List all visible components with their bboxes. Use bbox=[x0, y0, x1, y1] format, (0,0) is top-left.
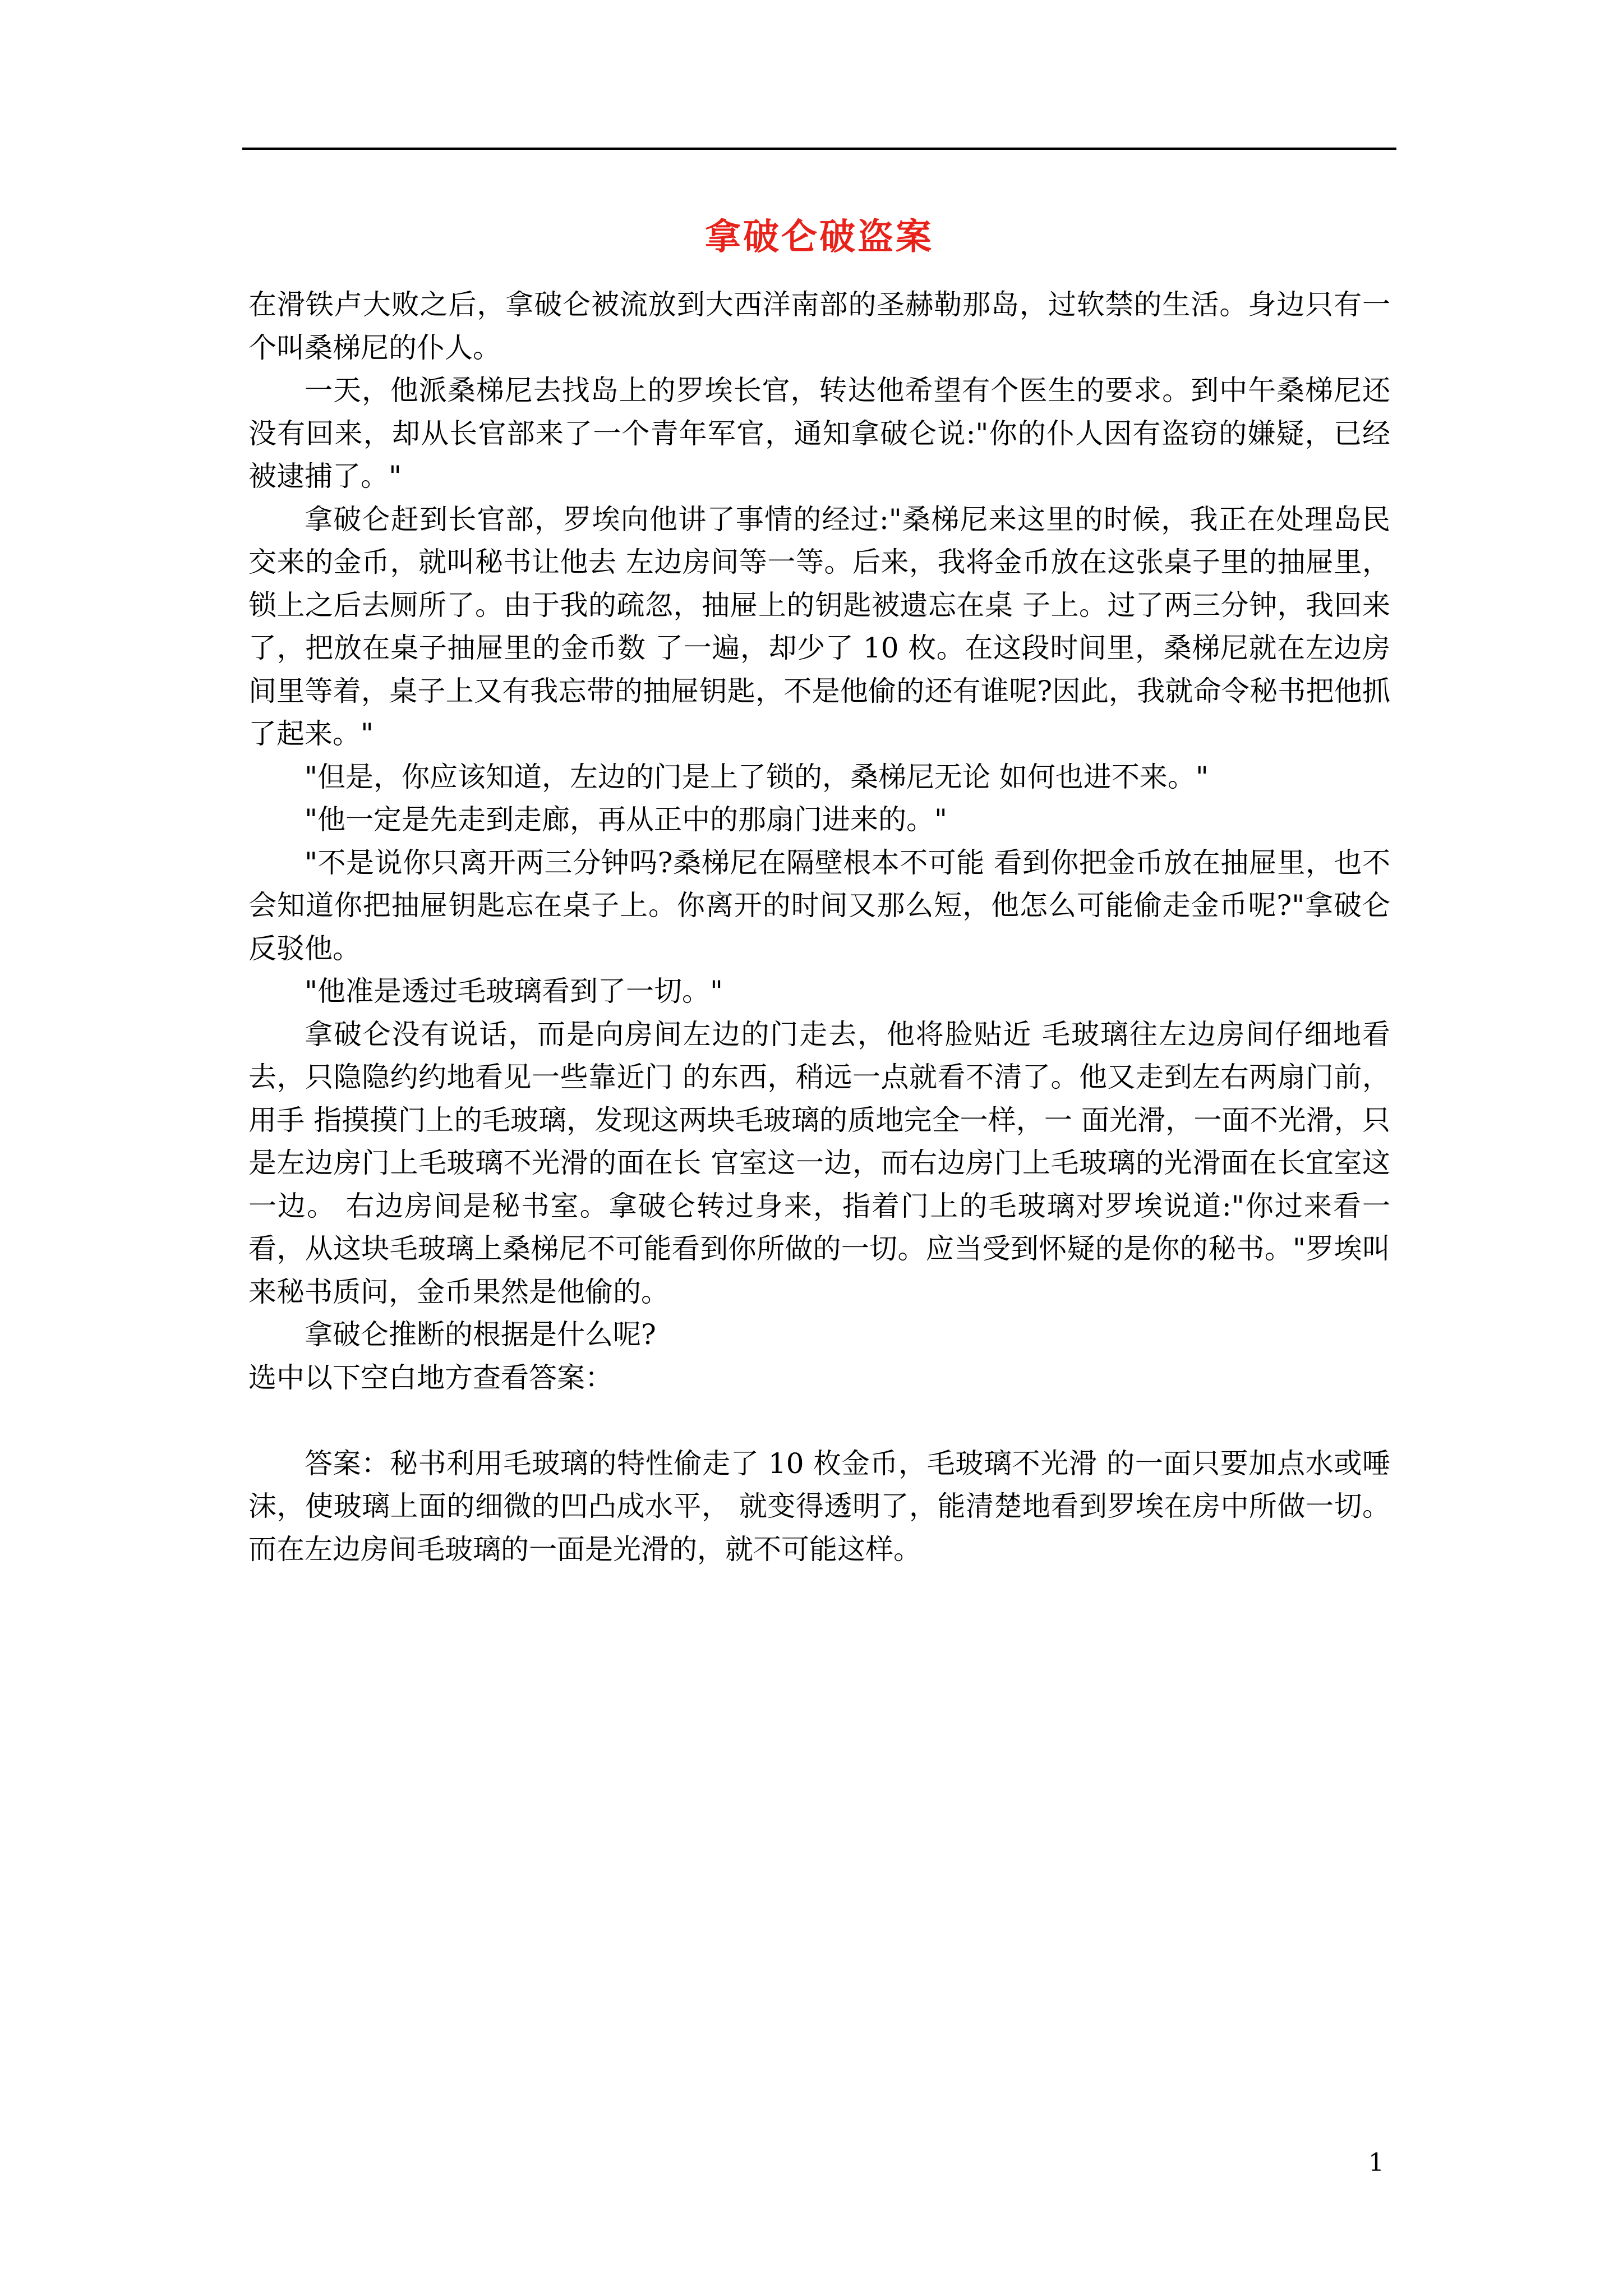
paragraph-1: 在滑铁卢大败之后，拿破仑被流放到大西洋南部的圣赫勒那岛，过软禁的生活。身边只有一个叫桑梯尼的仆人。 bbox=[248, 288, 1390, 364]
header-rule bbox=[242, 148, 1396, 150]
page-number: 1 bbox=[1368, 2148, 1384, 2177]
paragraph-10: 选中以下空白地方查看答案： bbox=[248, 1361, 613, 1394]
blank-answer-area[interactable] bbox=[248, 1399, 1390, 1442]
paragraph-2: 一天，他派桑梯尼去找岛上的罗埃长官，转达他希望有个医生的要求。到中午桑梯尼还没有回来，却从长官部来了一个青年军官，通知拿破仑说:"你的仆人因有盗窃的嫌疑，已经被逮捕了。" bbox=[248, 374, 1390, 493]
paragraph-9: 拿破仑推断的根据是什么呢? bbox=[305, 1318, 656, 1351]
paragraph-5: "他一定是先走到走廊，再从正中的那扇门进来的。" bbox=[305, 803, 947, 836]
paragraph-8: 拿破仑没有说话，而是向房间左边的门走去，他将脸贴近 毛玻璃往左边房间仔细地看去，只隐隐约约地看见一些靠近门 的东西，稍远一点就看不清了。他又走到左右两扇门前，用手 指摸摸门上的毛玻璃，发现这两块毛玻璃的质地完全一样，一 面光滑，一面不光滑，只是左边房门上毛玻璃不光滑的面在长 官室这一边，而右边房门上毛玻璃的光滑面在长宜室这一边。 右边房间是秘书室。拿破仑转过身来，指着门上的毛玻璃对罗埃说道:"你过来看一看，从这块毛玻璃上桑梯尼不可能看到你所做的一切。应当受到怀疑的是你的秘书。"罗埃叫来秘书质问，金币果然是他偷的。 bbox=[248, 1018, 1390, 1308]
paragraph-3: 拿破仑赶到长官部，罗埃向他讲了事情的经过:"桑梯尼来这里的时候，我正在处理岛民交来的金币，就叫秘书让他去 左边房间等一等。后来，我将金币放在这张桌子里的抽屉里，锁上之后去厕所了。由于我的疏忽，抽屉上的钥匙被遗忘在桌 子上。过了两三分钟，我回来了，把放在桌子抽屉里的金币数 了一遍，却少了 10 枚。在这段时间里，桑梯尼就在左边房间里等着，桌子上又有我忘带的抽屉钥匙，不是他偷的还有谁呢?因此，我就命令秘书把他抓了起来。" bbox=[248, 503, 1390, 750]
paragraph-6: "不是说你只离开两三分钟吗?桑梯尼在隔壁根本不可能 看到你把金币放在抽屉里，也不会知道你把抽屉钥匙忘在桌子上。你离开的时间又那么短，他怎么可能偷走金币呢?"拿破仑反驳他。 bbox=[248, 846, 1390, 965]
paragraph-7: "他准是透过毛玻璃看到了一切。" bbox=[305, 975, 723, 1007]
paragraph-4: "但是，你应该知道，左边的门是上了锁的，桑梯尼无论 如何也进不来。" bbox=[305, 760, 1209, 793]
answer-paragraph: 答案：秘书利用毛玻璃的特性偷走了 10 枚金币，毛玻璃不光滑 的一面只要加点水或唾沫，使玻璃上面的细微的凹凸成水平， 就变得透明了，能清楚地看到罗埃在房中所做一切。而在左边房间毛玻璃的一面是光滑的，就不可能这样。 bbox=[248, 1447, 1390, 1566]
document-title: 拿破仑破盗案 bbox=[705, 216, 934, 258]
document-body bbox=[248, 283, 1390, 1571]
